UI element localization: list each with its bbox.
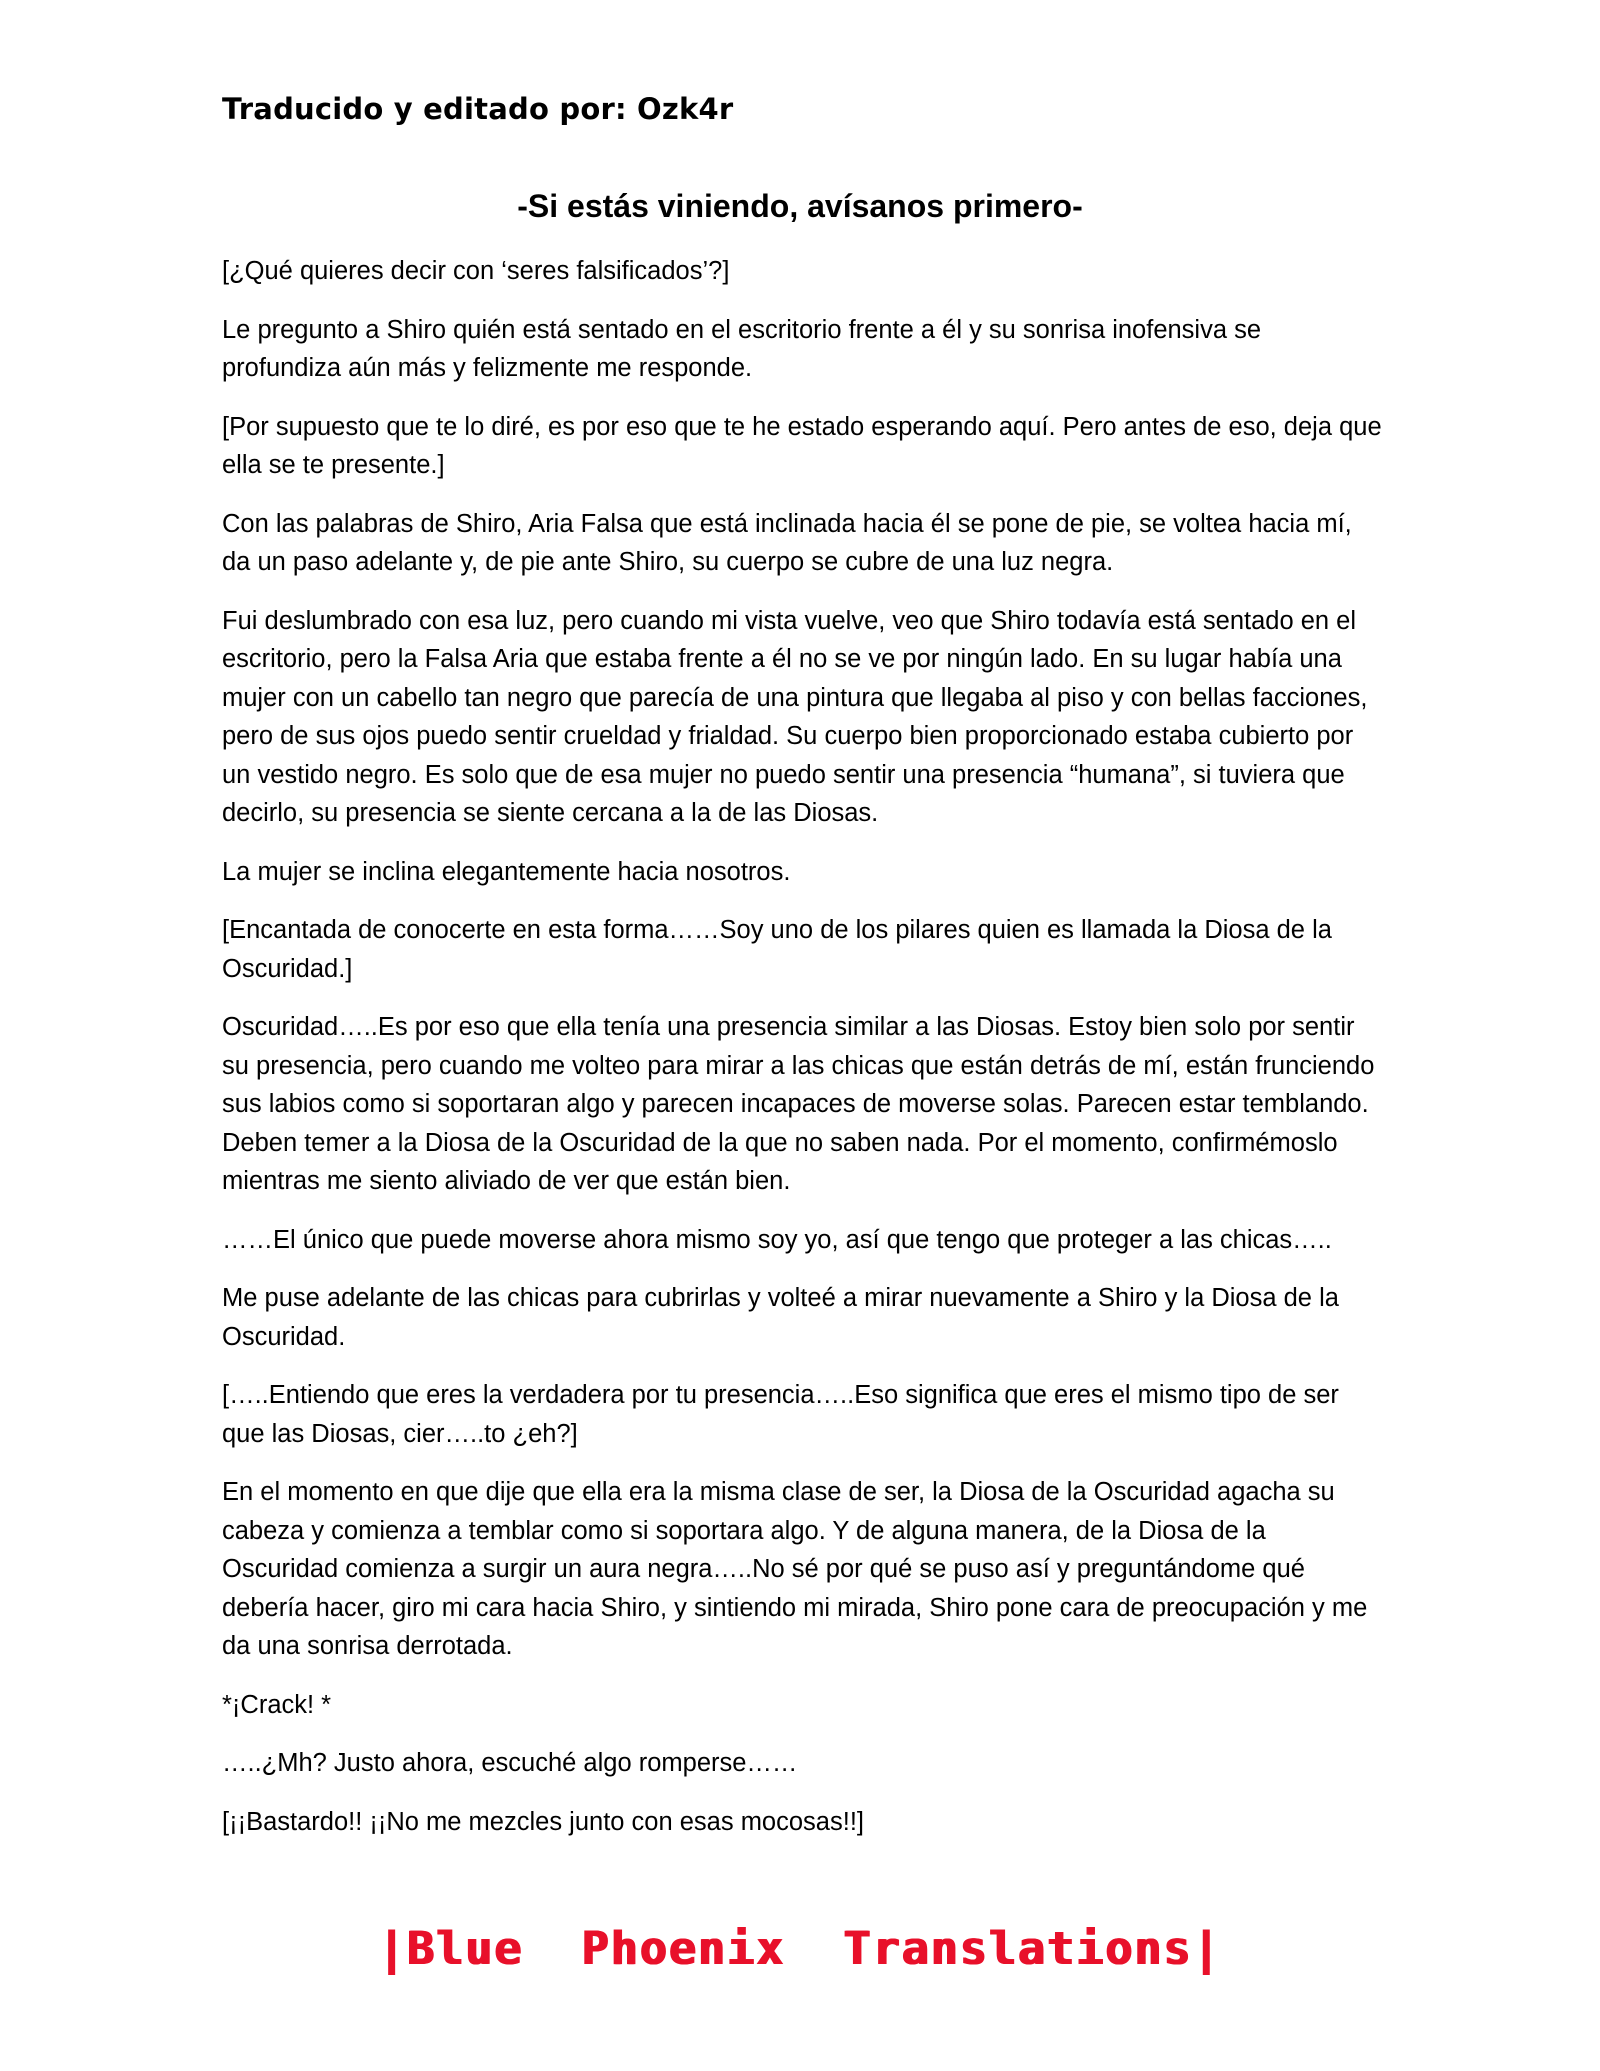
paragraph: [Encantada de conocerte en esta forma……Soy uno de los pilares quien es llamada la Diosa de la Oscuridad.] <box>222 916 1332 983</box>
paragraph: *¡Crack! * <box>222 1690 332 1719</box>
translation-group-footer: |Blue Phoenix Translations| <box>378 1922 1222 1975</box>
paragraph: [¡¡Bastardo!! ¡¡No me mezcles junto con esas mocosas!!] <box>222 1807 864 1836</box>
paragraph: Me puse adelante de las chicas para cubrirlas y volteé a mirar nuevamente a Shiro y la Diosa de la Oscuridad. <box>222 1284 1339 1351</box>
paragraph: Oscuridad…..Es por eso que ella tenía una presencia similar a las Diosas. Estoy bien solo por sentir su presencia, pero cuando me volteo para mirar a las chicas que están detrás de mí, están frunciendo sus labios como si soportaran algo y parecen incapaces de moverse solas. Parecen estar temblando. Deben temer a la Diosa de la Oscuridad de la que no saben nada. Por el momento, confirmémoslo mientras me siento aliviado de ver que están bien. <box>222 1013 1375 1195</box>
paragraph: …..¿Mh? Justo ahora, escuché algo romperse…… <box>222 1749 798 1777</box>
paragraph: [¿Qué quieres decir con ‘seres falsificados’?] <box>222 257 730 285</box>
chapter-title: -Si estás viniendo, avísanos primero- <box>517 188 1083 224</box>
paragraph: […..Entiendo que eres la verdadera por tu presencia…..Eso significa que eres el mismo tipo de ser que las Diosas, cier…..to ¿eh?] <box>222 1381 1339 1448</box>
paragraph: Fui deslumbrado con esa luz, pero cuando mi vista vuelve, veo que Shiro todavía está sentado en el escritorio, pero la Falsa Aria que estaba frente a él no se ve por ningún lado. En su lugar había una mujer con un cabello tan negro que parecía de una pintura que llegaba al piso y con bellas facciones, pero de sus ojos puedo sentir crueldad y frialdad. Su cuerpo bien proporcionado estaba cubierto por un vestido negro. Es solo que de esa mujer no puedo sentir una presencia “humana”, si tuviera que decirlo, su presencia se siente cercana a la de las Diosas. <box>222 606 1368 827</box>
body-text <box>222 252 1382 1861</box>
paragraph: ……El único que puede moverse ahora mismo soy yo, así que tengo que proteger a las chicas….. <box>222 1225 1332 1254</box>
paragraph: Con las palabras de Shiro, Aria Falsa que está inclinada hacia él se pone de pie, se voltea hacia mí, da un paso adelante y, de pie ante Shiro, su cuerpo se cubre de una luz negra. <box>222 509 1352 576</box>
translator-credit: Traducido y editado por: Ozk4r <box>222 92 734 126</box>
paragraph: Le pregunto a Shiro quién está sentado en el escritorio frente a él y su sonrisa inofensiva se profundiza aún más y felizmente me responde. <box>222 315 1262 382</box>
paragraph: En el momento en que dije que ella era la misma clase de ser, la Diosa de la Oscuridad agacha su cabeza y comienza a temblar como si soportara algo. Y de alguna manera, de la Diosa de la Oscuridad comienza a surgir un aura negra…..No sé por qué se puso así y preguntándome qué debería hacer, giro mi cara hacia Shiro, y sintiendo mi mirada, Shiro pone cara de preocupación y me da una sonrisa derrotada. <box>222 1478 1368 1660</box>
paragraph: [Por supuesto que te lo diré, es por eso que te he estado esperando aquí. Pero antes de eso, deja que ella se te presente.] <box>222 412 1382 479</box>
paragraph: La mujer se inclina elegantemente hacia nosotros. <box>222 857 791 886</box>
